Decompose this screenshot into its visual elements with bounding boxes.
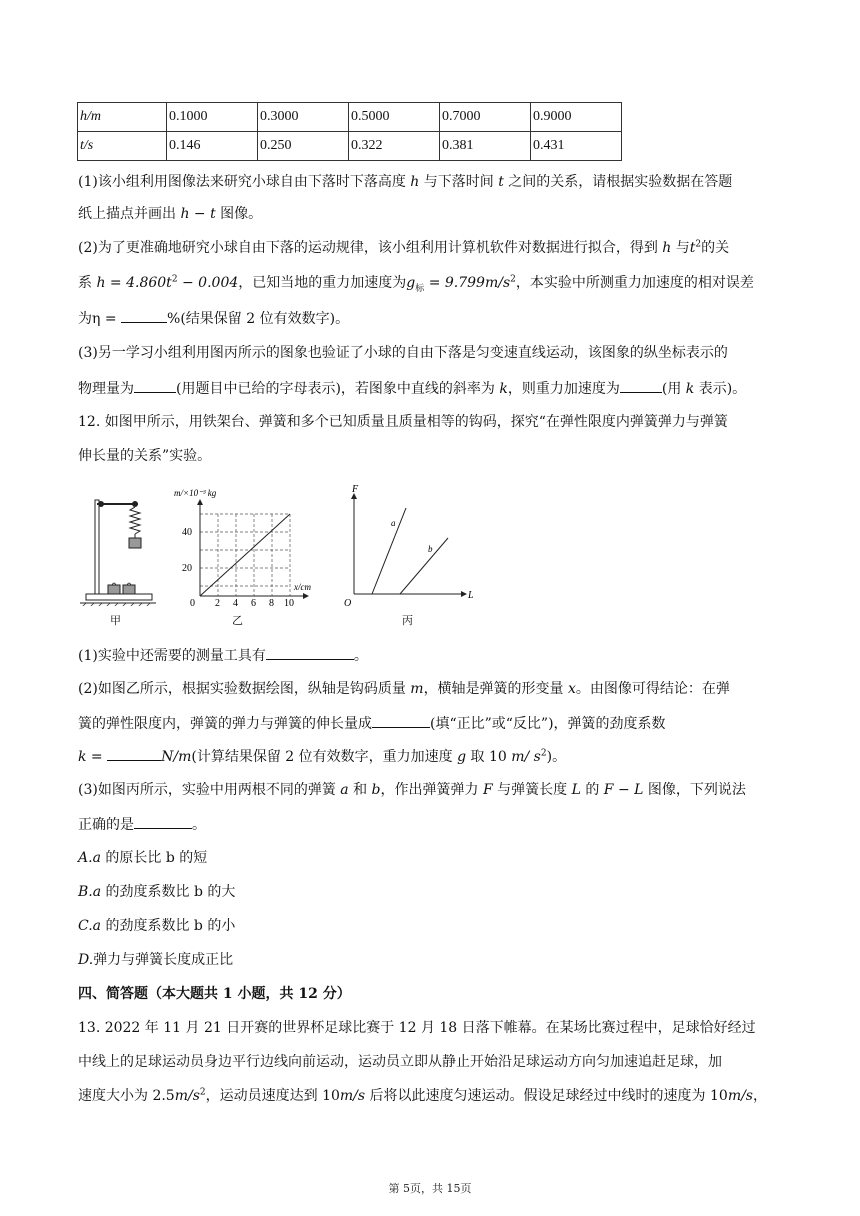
text: 图像，下列说法 [643, 782, 746, 798]
table-cell: 0.250 [258, 132, 349, 161]
text: 12. 如图甲所示，用铁架台、弹簧和多个已知质量且质量相等的钩码，探究“在弹性限度内弹簧弹力与弹簧 [78, 414, 728, 430]
q11-part2-line3 [78, 308, 349, 329]
table-cell: 0.5000 [349, 103, 440, 132]
unit: N/m [161, 749, 192, 765]
option-b[interactable] [78, 882, 235, 902]
text: (1)该小组利用图像法来研究小球自由下落时下落高度 [78, 174, 411, 190]
answer-blank[interactable] [134, 814, 192, 829]
text: 取 10 [466, 749, 512, 765]
text: 正确的是 [78, 817, 134, 833]
option-text: 的劲度系数比 b 的小 [101, 918, 236, 934]
section-heading: 四、简答题（本大题共 1 小题，共 12 分） [78, 986, 351, 1002]
text: 伸长量的关系”实验。 [78, 448, 212, 464]
text: (2)如图乙所示，根据实验数据绘图，纵轴是钩码质量 [78, 681, 411, 697]
text: (用题目中已给的字母表示)，若图象中直线的斜率为 [176, 381, 500, 397]
var-a: a [92, 918, 102, 934]
var-k: k [685, 381, 695, 397]
text: 。由图像可得结论：在弹 [575, 681, 730, 697]
text: 13. 2022 年 11 月 21 日开赛的世界杯足球比赛于 12 月 18 日落下帷幕。在某场比赛过程中，足球恰好经过 [78, 1020, 756, 1036]
text: 簧的弹性限度内，弹簧的弹力与弹簧的伸长量成 [78, 716, 372, 732]
text: 纸上描点并画出 [78, 206, 181, 222]
var-h: h [410, 174, 420, 190]
option-text: 弹力与弹簧长度成正比 [93, 952, 234, 968]
var-a: a [92, 850, 101, 866]
text: ，运动员速度达到 10 [205, 1088, 340, 1104]
g-value: = 9.799 [424, 275, 485, 291]
var-x: x [568, 681, 576, 697]
table-cell: 0.3000 [258, 103, 349, 132]
unit: m/s [727, 1088, 753, 1104]
unit: m/s [339, 1088, 366, 1104]
q12-intro-line1 [78, 412, 728, 432]
answer-blank[interactable] [372, 713, 430, 728]
var-F: F [482, 782, 493, 798]
var-b: b [371, 782, 381, 798]
figure-label-yi: 乙 [232, 614, 243, 627]
text: 图像。 [215, 206, 263, 222]
text: 。 [353, 648, 368, 664]
var-k: k = [78, 749, 108, 765]
table-cell: 0.7000 [440, 103, 531, 132]
text: (1)实验中还需要的测量工具有 [78, 648, 266, 664]
text: ，则重力加速度为 [507, 381, 620, 397]
text: 系 [78, 275, 97, 291]
q12-part2-line3: k = N/m(计算结果保留 2 位有效数字，重力加速度 g 取 10 m/ $s^2$)。 [78, 746, 566, 767]
var-t: t [689, 240, 696, 256]
page-footer: 第 5页，共 15页 [388, 1182, 472, 1195]
figure-yi-graph [166, 484, 316, 610]
text: (用 [661, 381, 686, 397]
q12-part3-line2 [78, 814, 206, 835]
option-text: 的劲度系数比 b 的大 [101, 884, 236, 900]
text: 的 [580, 782, 604, 798]
bing-O-label: O [344, 598, 352, 609]
yi-xtick: 8 [269, 598, 274, 609]
text: 为η = [78, 311, 122, 327]
text: 物理量为 [78, 381, 134, 397]
figure-jia-apparatus [76, 486, 156, 606]
q11-part1-line1 [78, 172, 732, 192]
var-g: g [406, 275, 416, 291]
yi-ylabel: m/×10⁻³ kg [174, 488, 217, 498]
bing-L-label: L [468, 590, 474, 601]
var-L: L [571, 782, 581, 798]
text: 与下落时间 [419, 174, 499, 190]
q12-part2-line1 [78, 679, 730, 699]
var-a: a [92, 884, 102, 900]
table-row [78, 103, 622, 132]
answer-blank[interactable] [134, 378, 176, 393]
text: 表示)。 [694, 381, 747, 397]
text: 。 [192, 817, 206, 833]
answer-blank[interactable] [121, 308, 167, 323]
table-cell: 0.381 [440, 132, 531, 161]
bing-b-label: b [428, 544, 433, 554]
option-letter: A. [78, 850, 93, 866]
bing-F-label: F [352, 484, 359, 495]
figure-label-jia: 甲 [110, 614, 121, 627]
var-k: k [499, 381, 508, 397]
text: (3)另一学习小组利用图丙所示的图象也验证了小球的自由下落是匀变速直线运动，该图象的纵坐标表示的 [78, 345, 728, 361]
text: ，已知当地的重力加速度为 [238, 275, 407, 291]
q13-line1 [78, 1018, 756, 1038]
yi-ytick: 0 [190, 598, 195, 609]
text: %(结果保留 2 位有效数字)。 [167, 311, 350, 327]
yi-xtick: 10 [284, 598, 294, 609]
yi-xtick: 6 [251, 598, 256, 609]
q12-intro-line2 [78, 446, 211, 466]
q12-part3-line1 [78, 780, 746, 800]
text: (计算结果保留 2 位有效数字，重力加速度 [191, 749, 458, 765]
q11-part2-line1: (2)为了更准确地研究小球自由下落的运动规律，该小组利用计算机软件对数据进行拟合，得到 h 与$t^2$的关 [78, 239, 730, 256]
bing-line-a [372, 508, 406, 594]
text: 之间的关系，请根据实验数据在答题 [503, 174, 733, 190]
yi-xlabel: x/cm [294, 582, 311, 592]
option-letter: D. [78, 952, 94, 968]
answer-blank[interactable] [107, 746, 161, 761]
text: ， [753, 1088, 767, 1104]
figure-bing-graph [336, 484, 486, 610]
option-letter: C. [78, 918, 93, 934]
fit-equation-tail: − 0.004 [177, 275, 239, 291]
row-header: h/m [78, 103, 167, 132]
q12-part2-line2 [78, 713, 666, 734]
text: 与弹簧长度 [492, 782, 572, 798]
expr-h-t: h − t [180, 206, 216, 222]
q13-line2 [78, 1052, 722, 1072]
unit: m/s [174, 1088, 200, 1104]
text: ，本实验中所测重力加速度的相对误差 [515, 275, 754, 291]
option-d[interactable] [78, 950, 233, 970]
var-t: t [498, 174, 504, 190]
text: (2)为了更准确地研究小球自由下落的运动规律，该小组利用计算机软件对数据进行拟合，得到 [78, 240, 663, 256]
yi-ytick: 40 [182, 527, 192, 538]
text: 的关 [701, 240, 730, 256]
text: 和 [348, 782, 372, 798]
text: 中线上的足球运动员身边平行边线向前运动，运动员立即从静止开始沿足球运动方向匀加速追赶足球，加 [78, 1054, 722, 1070]
bing-a-label: a [391, 518, 396, 528]
text: 速度大小为 2.5 [78, 1088, 175, 1104]
option-c[interactable] [78, 916, 235, 936]
option-text: 的原长比 b 的短 [100, 850, 208, 866]
row-header: t/s [78, 132, 167, 161]
yi-ytick: 20 [182, 563, 192, 574]
table-cell: 0.1000 [167, 103, 258, 132]
text: 后将以此速度匀速运动。假设足球经过中线时的速度为 10 [365, 1088, 728, 1104]
yi-data-line [200, 514, 290, 596]
data-table [77, 102, 622, 161]
text: (填“正比”或“反比”)，弹簧的劲度系数 [430, 716, 666, 732]
text: ，横轴是弹簧的形变量 [423, 681, 569, 697]
q11-part2-line2: 系 $h = 4.860t^2 - 0.004$，已知当地的重力加速度为$g_标 = 9.799m/s^2$，本实验中所测重力加速度的相对误差 [78, 274, 754, 294]
var-a: a [340, 782, 349, 798]
answer-blank[interactable] [266, 645, 354, 660]
text: )。 [546, 749, 567, 765]
q13-line3: 速度大小为 $2.5m/s^2$，运动员速度达到 10m/s 后将以此速度匀速运动。假设足球经过中线时的速度为 10m/s， [78, 1087, 767, 1104]
var-g: g [457, 749, 467, 765]
table-cell: 0.146 [167, 132, 258, 161]
text: 与 [671, 240, 690, 256]
expr-F-L: F − L [603, 782, 644, 798]
table-cell: 0.431 [531, 132, 622, 161]
option-a[interactable] [78, 848, 207, 868]
var-h: h [662, 240, 672, 256]
table-cell: 0.322 [349, 132, 440, 161]
table-cell: 0.9000 [531, 103, 622, 132]
yi-xtick: 2 [215, 598, 220, 609]
text: ，作出弹簧弹力 [380, 782, 483, 798]
option-letter: B. [78, 884, 93, 900]
q12-part1 [78, 645, 368, 666]
unit: m/s [484, 275, 511, 291]
text: (3)如图丙所示，实验中用两根不同的弹簧 [78, 782, 341, 798]
fit-equation: h = 4.860t [96, 275, 172, 291]
yi-xtick: 4 [233, 598, 238, 609]
q11-part3-line1 [78, 343, 728, 363]
unit: m/ s [511, 749, 541, 765]
figure-label-bing: 丙 [402, 614, 413, 627]
q11-part3-line2 [78, 378, 746, 399]
table-row [78, 132, 622, 161]
var-m: m [410, 681, 424, 697]
q11-part1-line2 [78, 204, 262, 224]
bing-line-b [400, 538, 448, 594]
answer-blank[interactable] [620, 378, 662, 393]
subscript: 标 [415, 283, 425, 294]
